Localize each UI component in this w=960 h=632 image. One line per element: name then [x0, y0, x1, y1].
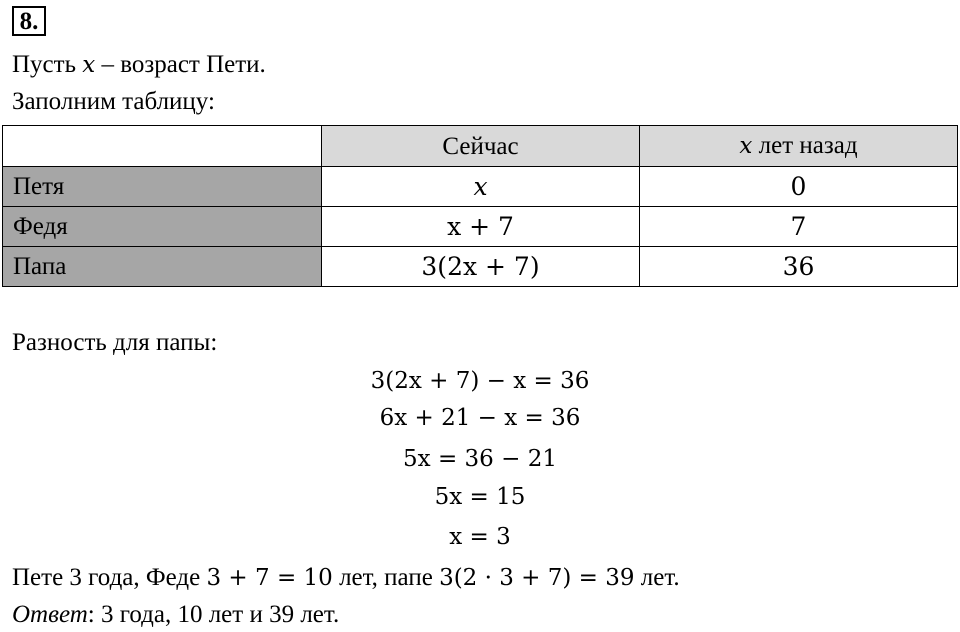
- cell-petya-ago: 0: [640, 167, 958, 207]
- conclusion-part-3: лет.: [634, 564, 680, 591]
- answer-line: [12, 601, 339, 629]
- conclusion-math-1: 3 + 7 = 10: [206, 565, 333, 591]
- conclusion-math-2: 3(2 · 3 + 7) = 39: [439, 565, 635, 591]
- row-name-petya: Петя: [3, 167, 322, 207]
- equation-1: 3(2x + 7) − x = 36: [370, 368, 590, 394]
- table-row: [3, 167, 958, 207]
- intro-variable: x: [82, 52, 96, 78]
- age-table: [2, 125, 958, 287]
- cell-papa-now: 3(2x + 7): [322, 247, 640, 287]
- table-corner-cell: [3, 126, 322, 167]
- task-number: 8.: [12, 6, 46, 36]
- difference-label: Разность для папы:: [12, 329, 218, 356]
- answer-label: Ответ: [12, 601, 88, 628]
- intro-line-2: Заполним таблицу:: [12, 88, 215, 115]
- cell-fedya-ago: 7: [640, 207, 958, 247]
- answer-text: : 3 года, 10 лет и 39 лет.: [87, 601, 340, 628]
- table-row: [3, 207, 958, 247]
- conclusion-line: [12, 564, 680, 592]
- header-now: Сейчас: [322, 126, 640, 167]
- equation-5: x = 3: [449, 524, 511, 550]
- row-name-papa: Папа: [3, 247, 322, 287]
- intro-text-after: – возраст Пети.: [95, 51, 266, 78]
- header-ago-variable: x: [739, 133, 753, 159]
- cell-papa-ago: 36: [640, 247, 958, 287]
- row-name-fedya: Федя: [3, 207, 322, 247]
- cell-fedya-now: x + 7: [322, 207, 640, 247]
- intro-line-1: [12, 51, 266, 79]
- intro-text-before: Пусть: [12, 51, 83, 78]
- table-header-row: [3, 126, 958, 167]
- header-ago: [640, 126, 958, 167]
- cell-petya-now: x: [322, 167, 640, 207]
- conclusion-part-1: Пете 3 года, Феде: [12, 564, 207, 591]
- equation-4: 5x = 15: [434, 484, 526, 510]
- equation-3: 5x = 36 − 21: [403, 446, 557, 472]
- header-ago-label: лет назад: [758, 132, 858, 159]
- table-row: [3, 247, 958, 287]
- conclusion-part-2: лет, папе: [332, 564, 440, 591]
- equation-2: 6x + 21 − x = 36: [379, 405, 581, 431]
